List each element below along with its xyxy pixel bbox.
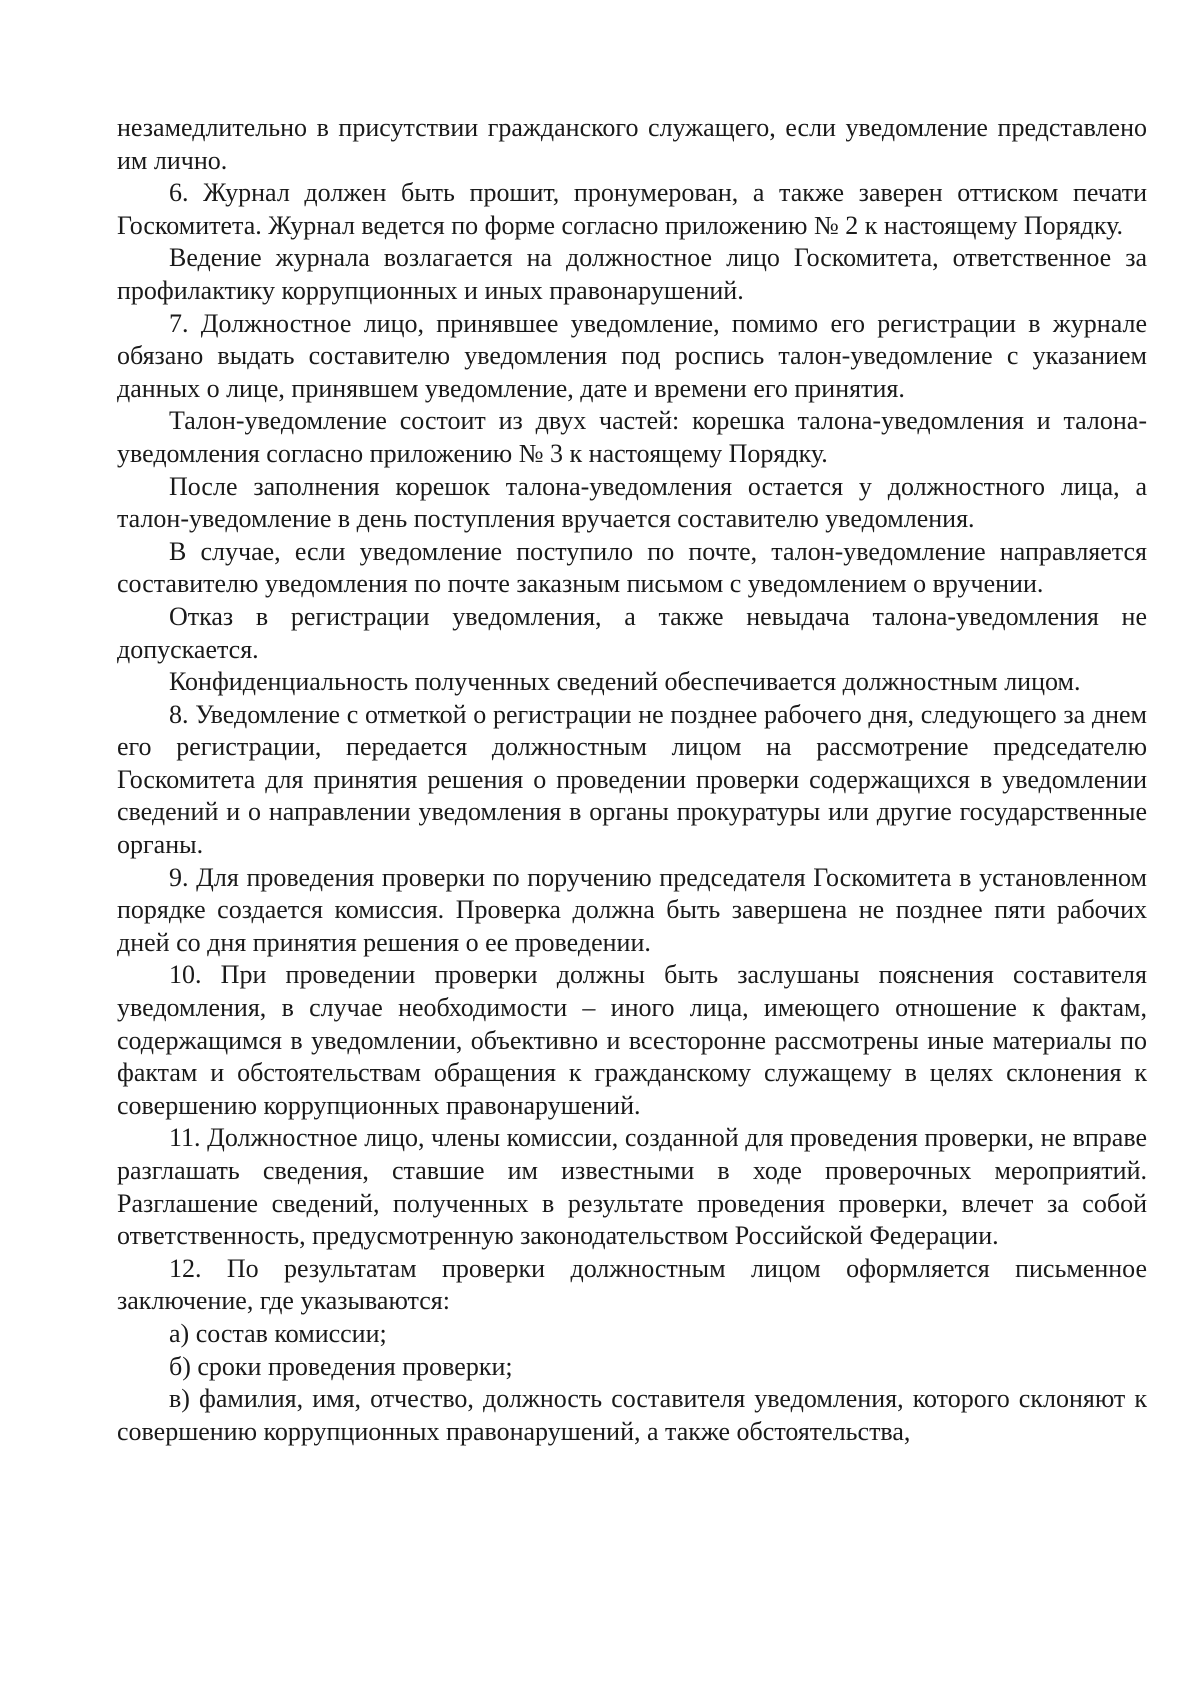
paragraph-item-10: 10. При проведении проверки должны быть заслушаны пояснения составителя уведомления, в случае необходимости – иного лица, имеющего отношение к фактам, содержащимся в уведомлении, объективно и всесторонне рассмотрены иные материалы по фактам и обстоятельствам обращения к гражданскому служащему в целях склонения к совершению коррупционных правонарушений.: [117, 960, 1147, 1120]
paragraph-refusal: Отказ в регистрации уведомления, а также невыдача талона-уведомления не допускается.: [117, 601, 1147, 664]
paragraph-item-9: 9. Для проведения проверки по поручению председателя Госкомитета в установленном порядке создается комиссия. Проверка должна быть завершена не позднее пяти рабочих дней со дня принятия решения о ее проведении.: [117, 862, 1147, 957]
paragraph-item-12: 12. По результатам проверки должностным лицом оформляется письменное заключение, где указываются:: [117, 1253, 1147, 1316]
list-item-v: в) фамилия, имя, отчество, должность составителя уведомления, которого склоняют к совершению коррупционных правонарушений, а также обстоятельства,: [117, 1384, 1147, 1446]
paragraph-talon-parts: Талон-уведомление состоит из двух частей: корешка талона-уведомления и талона-уведомления согласно приложению № 3 к настоящему Порядку.: [117, 406, 1147, 468]
paragraph-talon-delivery: После заполнения корешок талона-уведомления остается у должностного лица, а талон-уведомление в день поступления вручается составителю уведомления.: [117, 471, 1147, 534]
paragraph-continuation: незамедлительно в присутствии гражданского служащего, если уведомление представлено им лично.: [117, 113, 1147, 175]
paragraph-item-7: 7. Должностное лицо, принявшее уведомление, помимо его регистрации в журнале обязано выдать составителю уведомления под роспись талон-уведомление с указанием данных о лице, принявшем уведомление, дате и времени его принятия.: [117, 308, 1147, 403]
list-item-b: б) сроки проведения проверки;: [169, 1351, 513, 1381]
paragraph-mail-case: В случае, если уведомление поступило по почте, талон-уведомление направляется составителю уведомления по почте заказным письмом с уведомлением о вручении.: [117, 536, 1147, 599]
paragraph-journal-responsibility: Ведение журнала возлагается на должностное лицо Госкомитета, ответственное за профилактику коррупционных и иных правонарушений.: [117, 243, 1147, 305]
document-body: [117, 112, 1147, 1448]
paragraph-item-6: 6. Журнал должен быть прошит, пронумерован, а также заверен оттиском печати Госкомитета. Журнал ведется по форме согласно приложению № 2 к настоящему Порядку.: [117, 178, 1147, 240]
list-item-a: а) состав комиссии;: [169, 1318, 387, 1348]
paragraph-confidentiality: Конфиденциальность полученных сведений обеспечивается должностным лицом.: [169, 667, 1081, 697]
paragraph-item-11: 11. Должностное лицо, члены комиссии, созданной для проведения проверки, не вправе разглашать сведения, ставшие им известными в ходе проверочных мероприятий. Разглашение сведений, полученных в результате проведения проверки, влечет за собой ответственность, предусмотренную законодательством Российской Федерации.: [117, 1123, 1147, 1251]
paragraph-item-8: 8. Уведомление с отметкой о регистрации не позднее рабочего дня, следующего за днем его регистрации, передается должностным лицом на рассмотрение председателю Госкомитета для принятия решения о проведении проверки содержащихся в уведомлении сведений и о направлении уведомления в органы прокуратуры или другие государственные органы.: [117, 699, 1147, 860]
